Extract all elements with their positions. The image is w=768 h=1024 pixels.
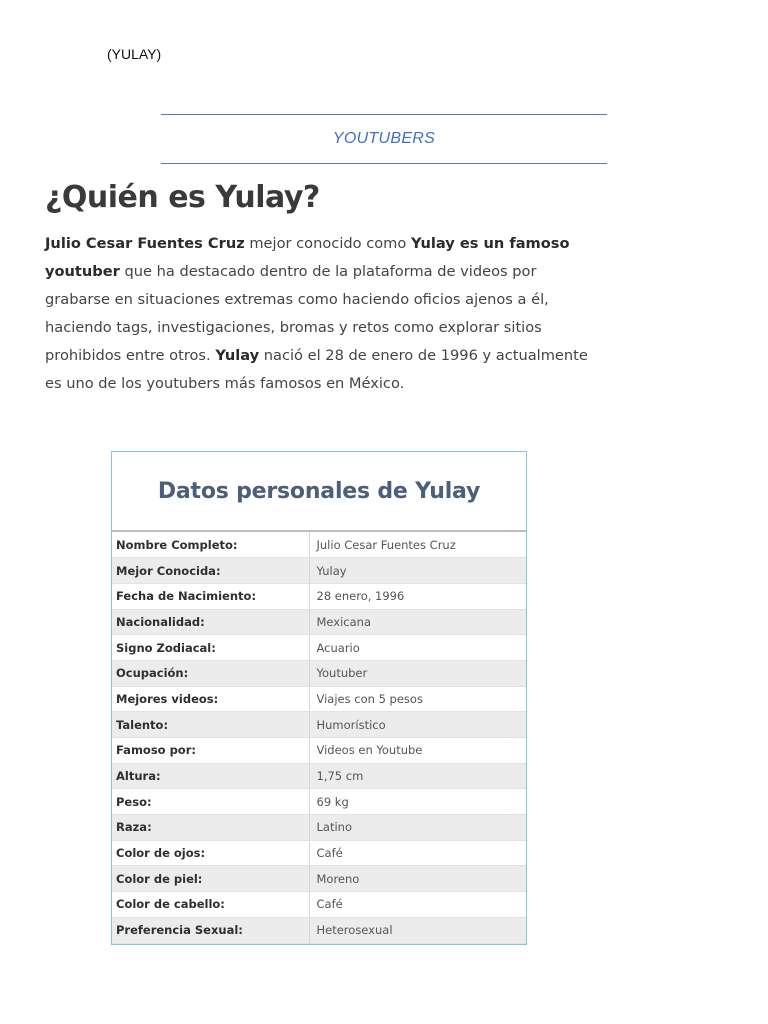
row-value: Yulay [309, 558, 526, 584]
row-key: Color de piel: [112, 866, 309, 892]
table-row [112, 917, 526, 943]
table-row [112, 815, 526, 841]
row-key: Nacionalidad: [112, 609, 309, 635]
table-row [112, 712, 526, 738]
row-key: Talento: [112, 712, 309, 738]
personal-data-table [112, 532, 526, 944]
table-row [112, 789, 526, 815]
section-header: YOUTUBERS [161, 114, 607, 164]
body-segment: Yulay [215, 347, 260, 364]
row-value: Videos en Youtube [309, 738, 526, 764]
row-value: 28 enero, 1996 [309, 583, 526, 609]
body-segment: Julio Cesar Fuentes Cruz [45, 235, 245, 252]
row-value: Heterosexual [309, 917, 526, 943]
table-row [112, 840, 526, 866]
row-key: Altura: [112, 763, 309, 789]
row-value: Youtuber [309, 660, 526, 686]
row-value: 1,75 cm [309, 763, 526, 789]
card-title: Datos personales de Yulay [112, 452, 526, 532]
row-key: Fecha de Nacimiento: [112, 583, 309, 609]
top-label: (YULAY) [107, 46, 162, 62]
row-value: Café [309, 892, 526, 918]
row-value: Moreno [309, 866, 526, 892]
table-row [112, 763, 526, 789]
table-row [112, 583, 526, 609]
table-row [112, 738, 526, 764]
row-value: Humorístico [309, 712, 526, 738]
personal-data-card [111, 451, 527, 945]
table-row [112, 660, 526, 686]
table-row [112, 609, 526, 635]
row-value: Mexicana [309, 609, 526, 635]
table-row [112, 532, 526, 558]
body-segment: Yulay es un famoso youtuber [45, 235, 570, 280]
row-key: Color de cabello: [112, 892, 309, 918]
row-key: Signo Zodiacal: [112, 635, 309, 661]
row-key: Mejores videos: [112, 686, 309, 712]
table-row [112, 558, 526, 584]
article-title: ¿Quién es Yulay? [45, 180, 320, 215]
row-key: Mejor Conocida: [112, 558, 309, 584]
row-value: Viajes con 5 pesos [309, 686, 526, 712]
row-value: 69 kg [309, 789, 526, 815]
row-key: Ocupación: [112, 660, 309, 686]
row-value: Acuario [309, 635, 526, 661]
row-key: Peso: [112, 789, 309, 815]
article-body [45, 230, 605, 398]
row-key: Nombre Completo: [112, 532, 309, 558]
body-segment: mejor conocido como [244, 235, 411, 252]
table-row [112, 866, 526, 892]
row-key: Preferencia Sexual: [112, 917, 309, 943]
row-key: Color de ojos: [112, 840, 309, 866]
row-value: Latino [309, 815, 526, 841]
body-segment: que ha destacado dentro de la plataforma de videos por grabarse en situaciones extremas como haciendo oficios ajenos a él, haciendo tags, investigaciones, bromas y retos como explorar sitios prohibidos entre otros. [45, 263, 549, 364]
row-value: Julio Cesar Fuentes Cruz [309, 532, 526, 558]
row-key: Famoso por: [112, 738, 309, 764]
table-row [112, 635, 526, 661]
row-value: Café [309, 840, 526, 866]
table-row [112, 686, 526, 712]
body-segment: nació el 28 de enero de 1996 y actualmente es uno de los youtubers más famosos en México. [45, 347, 588, 392]
table-row [112, 892, 526, 918]
row-key: Raza: [112, 815, 309, 841]
